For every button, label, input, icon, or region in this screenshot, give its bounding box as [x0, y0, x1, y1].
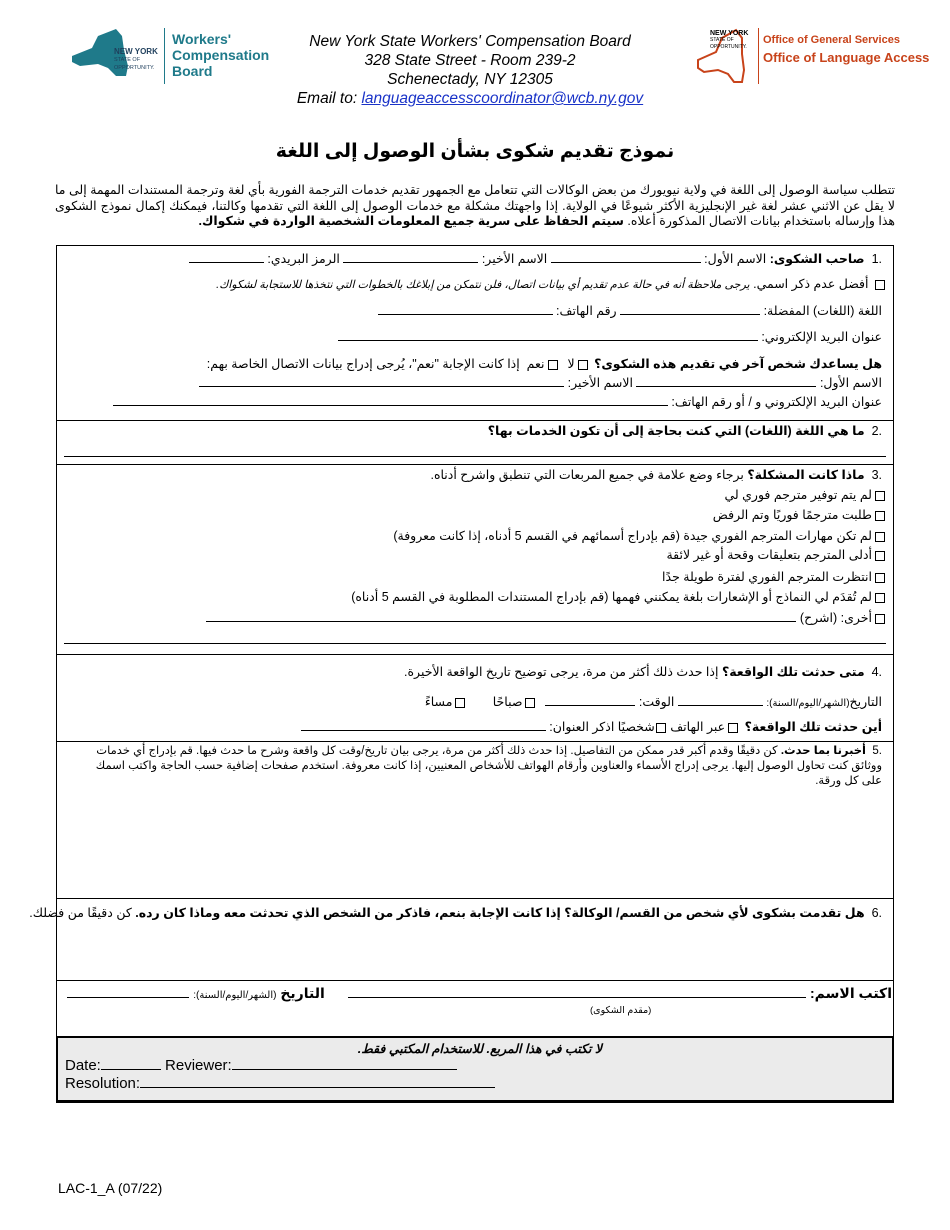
complainant-name-field[interactable]	[348, 984, 806, 998]
incident-date-field[interactable]	[678, 694, 763, 706]
problem-other-row: أخرى: (اشرح)	[206, 610, 888, 626]
problem-option: لم يتم توفير مترجم فوري لي	[724, 487, 888, 503]
email-field[interactable]	[338, 329, 758, 341]
intro-paragraph: تتطلب سياسة الوصول إلى اللغة في ولاية نيويورك من بعض الوكالات التي تتعامل مع الجمهور تقديم خدمات الترجمة الفورية بأي لغة وترجمة المستندات المهمة إلى ما لا يقل عن الاثني عشر لغة غير الإنجليزية الأكثر شيوعًا في الولاية. إذا واجهتك مشكلة مع خدمات الوصول إلى اللغة التي تقدمها وكالتنا، فيمكنك إكمال نموذج الشكوى هذا وإرساله باستخدام بيانات الاتصال المذكورة أعلاه. سيتم الحفاظ على سرية جميع المعلومات الشخصية الواردة في شكواك.	[55, 183, 895, 228]
other-explain-field-2[interactable]	[64, 643, 886, 644]
office-use-fields: Date: Reviewer: Resolution:	[65, 1057, 495, 1093]
by-phone-checkbox[interactable]	[728, 723, 738, 733]
wcb-wordmark: Workers' Compensation Board	[172, 31, 270, 79]
header-address-line1: 328 State Street - Room 239-2	[364, 52, 576, 69]
pm-checkbox[interactable]	[455, 698, 465, 708]
languages-needed-field[interactable]	[64, 456, 886, 457]
other-explain-field[interactable]	[206, 610, 796, 622]
office-date-field[interactable]	[101, 1057, 161, 1070]
problem-checkbox[interactable]	[875, 551, 885, 561]
am-checkbox[interactable]	[525, 698, 535, 708]
section-3-question: .3 ماذا كانت المشكلة؟ برجاء وضع علامة في جميع المربعات التي تنطبق واشرح أدناه.	[430, 468, 882, 482]
section-1-name-row: .1 صاحب الشكوى: الاسم الأول: الاسم الأخير: الرمز البريدي:	[189, 251, 882, 267]
state-wordmark: NEW YORK STATE OF OPPORTUNITY.	[114, 47, 158, 71]
header-email-line: Email to: languageaccesscoordinator@wcb.ny.gov	[296, 90, 644, 107]
signature-row: اكتب الاسم: التاريخ (الشهر/اليوم/السنة):	[67, 984, 892, 1005]
reviewer-field[interactable]	[232, 1057, 457, 1070]
office-use-heading: لا تكتب في هذا المربع. للاستخدام المكتبي فقط.	[357, 1042, 602, 1056]
header-org: New York State Workers' Compensation Board	[309, 33, 631, 50]
helper-yes-checkbox[interactable]	[548, 360, 558, 370]
helper-contact-field[interactable]	[113, 394, 668, 406]
wcb-logo	[68, 26, 298, 88]
helper-last-name-field[interactable]	[199, 375, 564, 387]
office-use-box	[56, 1036, 894, 1102]
incident-description-area[interactable]	[58, 795, 892, 895]
ogs-logo	[696, 26, 930, 88]
email-link[interactable]: languageaccesscoordinator@wcb.ny.gov	[361, 90, 644, 107]
header-address-line2: Schenectady, NY 12305	[387, 71, 553, 88]
incident-location-row: أين حدثت تلك الواقعة؟ عبر الهاتف شخصيًا اذكر العنوان:	[301, 719, 882, 735]
anonymous-checkbox[interactable]	[875, 280, 885, 290]
problem-other-checkbox[interactable]	[875, 614, 885, 624]
problem-option: طلبت مترجمًا فوريًا وتم الرفض	[713, 507, 888, 523]
complainant-caption: (مقدم الشكوى)	[590, 1005, 652, 1016]
helper-no-checkbox[interactable]	[578, 360, 588, 370]
first-name-field[interactable]	[551, 251, 701, 263]
problem-option: لم تكن مهارات المترجم الفوري جيدة (قم بإدراج أسمائهم في القسم 5 أدناه، إذا كانت معروفة)	[393, 528, 888, 544]
problem-checkbox[interactable]	[875, 532, 885, 542]
anonymous-row: أفضل عدم ذكر اسمي. يرجى ملاحظة أنه في حالة عدم تقديم أي بيانات اتصال، فلن نتمكن من إبلاغك بالخطوات التي نتخذها للاستجابة لشكواك.	[216, 276, 888, 293]
problem-checkbox[interactable]	[875, 491, 885, 501]
prior-complaint-area[interactable]	[58, 925, 892, 977]
helper-question-row: هل يساعدك شخص آخر في تقديم هذه الشكوى؟ لا نعم إذا كانت الإجابة "نعم"، يُرجى إدراج بيانات الاتصال الخاصة بهم:	[206, 357, 882, 371]
in-person-checkbox[interactable]	[656, 723, 666, 733]
language-phone-row: اللغة (اللغات) المفضلة: رقم الهاتف:	[378, 303, 882, 319]
helper-name-row: الاسم الأول: الاسم الأخير:	[199, 375, 882, 391]
section-6-prompt: .6 هل تقدمت بشكوى لأي شخص من القسم/ الوكالة؟ إذا كانت الإجابة بنعم، فاذكر من الشخص الذي تحدثت معه وماذا كان رده. كن دقيقًا من فضلك.	[29, 906, 882, 920]
incident-date-row: التاريخ(الشهر/اليوم/السنة): الوقت: صباحًا مساءً	[424, 695, 882, 709]
problem-checkbox[interactable]	[875, 511, 885, 521]
zip-field[interactable]	[189, 251, 264, 263]
last-name-field[interactable]	[343, 251, 478, 263]
section-2-question: .2 ما هي اللغة (اللغات) التي كنت بحاجة إلى أن تكون الخدمات بها؟	[487, 424, 882, 438]
email-row: عنوان البريد الإلكتروني:	[338, 329, 882, 345]
form-code: LAC-1_A (07/22)	[58, 1180, 163, 1196]
helper-first-name-field[interactable]	[636, 375, 816, 387]
incident-time-field[interactable]	[545, 694, 635, 706]
confidentiality-note: سيتم الحفاظ على سرية جميع المعلومات الشخصية الواردة في شكواك.	[198, 214, 624, 228]
preferred-language-field[interactable]	[620, 303, 760, 315]
problem-checkbox[interactable]	[875, 593, 885, 603]
page-title: نموذج تقديم شكوى بشأن الوصول إلى اللغة	[275, 141, 675, 162]
problem-option: لم تُقدَم لي النماذج أو الإشعارات بلغة يمكنني فهمها (قم بإدراج المستندات المطلوبة في القسم 5 أدناه)	[351, 589, 888, 605]
resolution-field[interactable]	[140, 1075, 495, 1088]
phone-field[interactable]	[378, 303, 553, 315]
section-4-question: .4 متى حدثت تلك الواقعة؟ إذا حدث ذلك أكثر من مرة، يرجى توضيح تاريخ الواقعة الأخيرة.	[404, 665, 882, 679]
ogs-wordmark: Office of General Services Office of Language Access	[763, 34, 930, 65]
problem-checkbox[interactable]	[875, 573, 885, 583]
problem-option: أدلى المترجم بتعليقات وقحة أو غير لائقة	[666, 547, 888, 563]
header-address	[280, 32, 660, 108]
signature-date-field[interactable]	[67, 984, 189, 998]
problem-option: انتظرت المترجم الفوري لفترة طويلة جدًا	[662, 569, 888, 585]
helper-contact-row: عنوان البريد الإلكتروني و / أو رقم الهاتف:	[113, 394, 882, 410]
state-wordmark: NEW YORK STATE OF OPPORTUNITY.	[710, 30, 749, 50]
section-5-prompt: .5 أخبرنا بما حدث. كن دقيقًا وقدم أكبر قدر ممكن من التفاصيل. إذا حدث ذلك أكثر من مرة، يرجى بيان تاريخ/وقت كل واقعة وشرح ما حدث فيها. قم بإدراج أي خدمات ووثائق كنت تحاول الوصول إليها. يرجى إدراج الأسماء والعناوين وأرقام الهواتف للأشخاص المعنيين، إذا كانت معروفة. استخدم صفحات إضافية حسب الحاجة واكتب اسمك على كل ورقة.	[95, 745, 882, 787]
incident-address-field[interactable]	[301, 719, 546, 731]
